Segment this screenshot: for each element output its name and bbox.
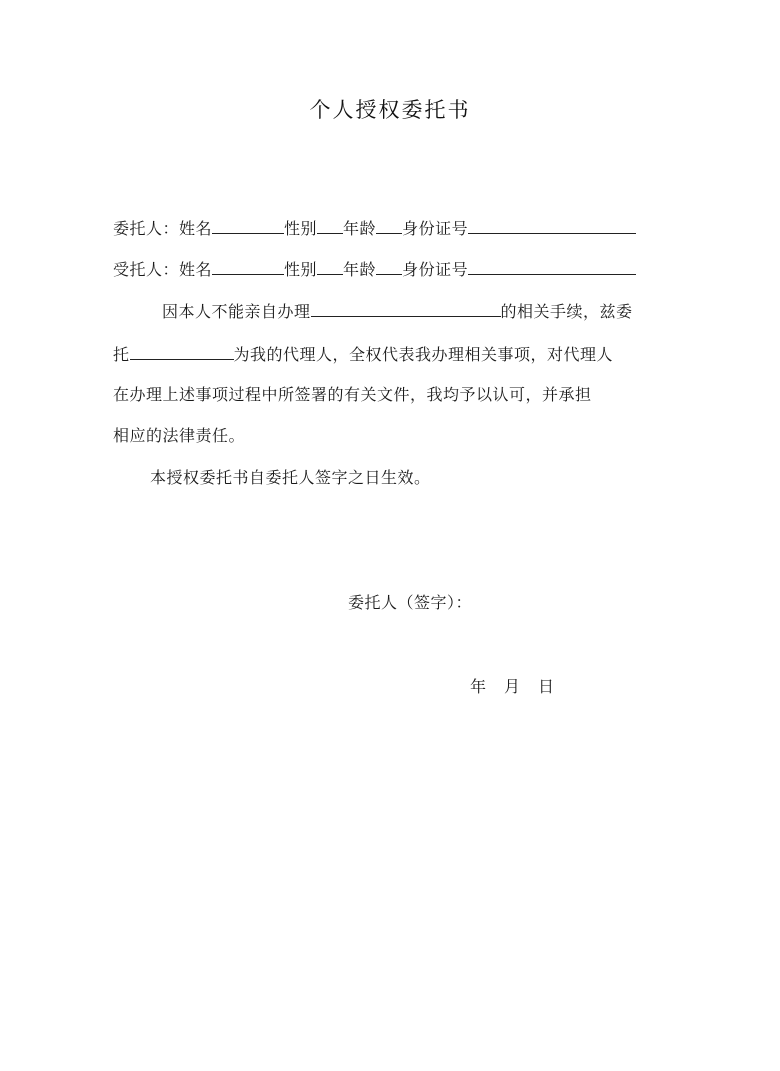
principal-row xyxy=(113,216,636,240)
agent-row xyxy=(113,257,636,281)
date-line xyxy=(470,676,554,698)
agent-gender-label: 性别 xyxy=(284,260,318,279)
body-text: 相应的法律责任。 xyxy=(113,426,246,445)
agent-age-field[interactable] xyxy=(376,257,402,275)
principal-gender-field[interactable] xyxy=(317,216,343,234)
signature-line xyxy=(348,592,472,614)
agent-name-field[interactable] xyxy=(212,257,284,275)
body-text: 在办理上述事项过程中所签署的有关文件，我均予以认可，并承担 xyxy=(113,385,592,404)
principal-age-field[interactable] xyxy=(376,216,402,234)
body-line-3 xyxy=(113,384,592,406)
body-text: 的相关手续，兹委 xyxy=(500,302,633,321)
agent-id-field[interactable] xyxy=(468,257,636,275)
body-line-4 xyxy=(113,425,245,447)
date-year: 年 xyxy=(470,677,487,696)
body-text: 因本人不能亲自办理 xyxy=(162,302,311,321)
body-line-5 xyxy=(150,467,431,489)
agent-label: 受托人： xyxy=(113,260,180,279)
principal-label: 委托人： xyxy=(113,219,180,238)
principal-age-label: 年龄 xyxy=(343,219,377,238)
principal-id-field[interactable] xyxy=(468,216,636,234)
principal-name-field[interactable] xyxy=(212,216,284,234)
matter-field[interactable] xyxy=(311,299,501,317)
body-line-2 xyxy=(113,342,613,366)
principal-gender-label: 性别 xyxy=(284,219,318,238)
body-line-1 xyxy=(162,299,633,323)
agent-name-label: 姓名 xyxy=(179,260,213,279)
document-title: 个人授权委托书 xyxy=(309,98,471,122)
agent-gender-field[interactable] xyxy=(317,257,343,275)
agent-age-label: 年龄 xyxy=(343,260,377,279)
principal-id-label: 身份证号 xyxy=(402,219,469,238)
agent-name-blank[interactable] xyxy=(130,342,234,360)
body-text: 托 xyxy=(113,345,130,364)
effective-clause: 本授权委托书自委托人签字之日生效。 xyxy=(150,468,431,487)
signature-label: 委托人（签字）： xyxy=(348,593,473,612)
date-month: 月 xyxy=(504,677,521,696)
body-text: 为我的代理人，全权代表我办理相关事项，对代理人 xyxy=(233,345,614,364)
agent-id-label: 身份证号 xyxy=(402,260,469,279)
principal-name-label: 姓名 xyxy=(179,219,213,238)
date-day: 日 xyxy=(538,677,555,696)
